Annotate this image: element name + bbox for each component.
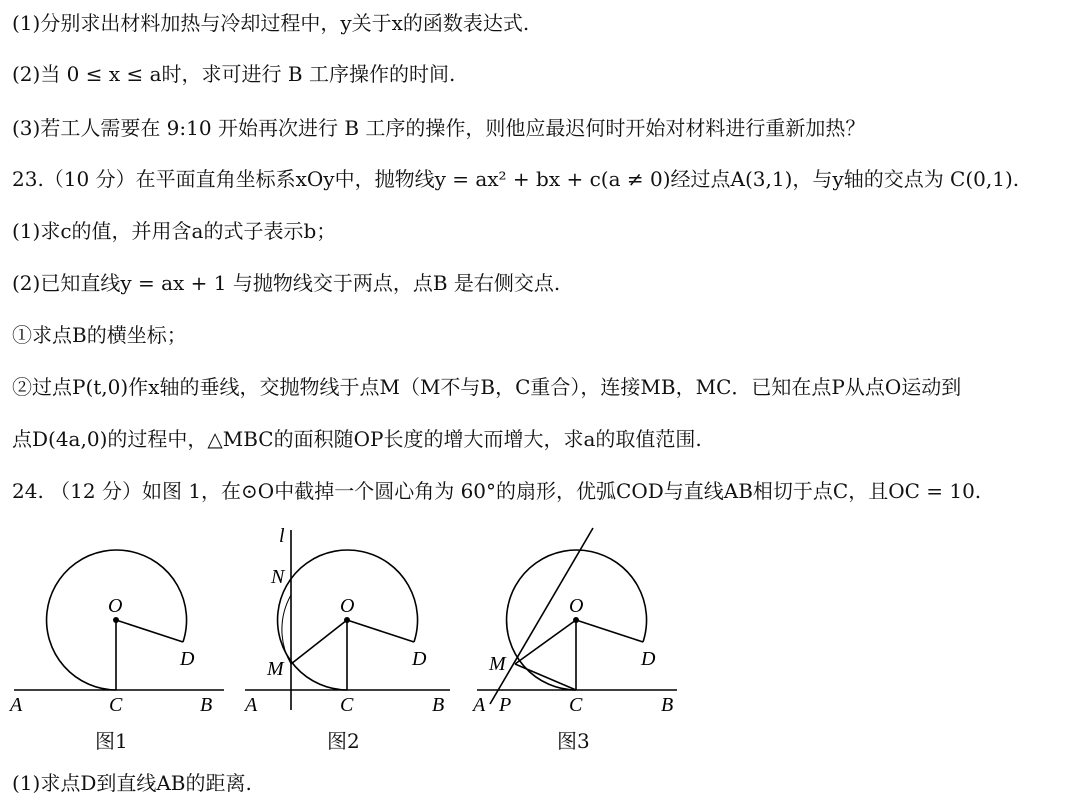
fig2-label-O: O <box>340 595 355 617</box>
fig2-label-D: D <box>412 648 427 670</box>
fig2-label-C: C <box>340 694 354 716</box>
fig1-label-D: D <box>180 648 195 670</box>
q23-part2: (2)已知直线y = ax + 1 与抛物线交于两点，点B 是右侧交点. <box>12 271 561 295</box>
figure-2-diagram <box>235 520 475 760</box>
figure-1 <box>0 520 240 760</box>
fig1-label-B: B <box>200 694 213 716</box>
q23-part2-sub1: ①求点B的横坐标； <box>12 323 187 347</box>
q24-part1: (1)求点D到直线AB的距离. <box>12 771 252 795</box>
fig2-segment-OD <box>347 620 414 642</box>
figure-1-diagram <box>0 520 240 760</box>
q23-stem: 23.（10 分）在平面直角坐标系xOy中，抛物线y = ax² + bx + c(a ≠ 0)经过点A(3,1)，与y轴的交点为 C(0,1). <box>12 167 1020 191</box>
fig3-segment-OM <box>515 620 576 664</box>
fig2-label-N: N <box>271 566 285 588</box>
fig2-center-dot <box>344 617 350 623</box>
figure-3-diagram <box>465 520 705 760</box>
q22-part2: (2)当 0 ≤ x ≤ a时，求可进行 B 工序操作的时间. <box>12 62 456 86</box>
fig3-segment-CM <box>515 664 576 690</box>
q22-part3: (3)若工人需要在 9:10 开始再次进行 B 工序的操作，则他应最迟何时开始对材料进行重新加热？ <box>12 116 866 140</box>
fig3-label-P: P <box>499 694 512 716</box>
q23-part2-sub2-cont: 点D(4a,0)的过程中，△MBC的面积随OP长度的增大而增大，求a的取值范围. <box>12 427 702 451</box>
fig3-label-C: C <box>569 694 583 716</box>
q23-part2-sub2: ②过点P(t,0)作x轴的垂线，交抛物线于点M（M不与B，C重合），连接MB，MC．已知在点P从点O运动到 <box>12 375 962 399</box>
fig3-caption: 图3 <box>557 729 590 753</box>
fig2-label-M: M <box>267 658 284 680</box>
fig1-label-A: A <box>10 694 23 716</box>
fig3-label-D: D <box>641 648 656 670</box>
q23-part1: (1)求c的值，并用含a的式子表示b； <box>12 219 337 243</box>
figure-2 <box>235 520 475 760</box>
fig2-label-A: A <box>245 694 258 716</box>
fig3-center-dot <box>573 617 579 623</box>
figure-3 <box>465 520 705 760</box>
fig3-segment-OD <box>576 620 643 642</box>
fig1-label-C: C <box>109 694 123 716</box>
fig3-label-A: A <box>473 694 486 716</box>
fig2-caption: 图2 <box>327 729 360 753</box>
q24-stem: 24. （12 分）如图 1，在⊙O中截掉一个圆心角为 60°的扇形，优弧COD与直线AB相切于点C，且OC = 10. <box>12 479 982 503</box>
fig3-label-O: O <box>569 595 584 617</box>
fig2-segment-OM <box>291 620 347 664</box>
fig3-label-M: M <box>489 653 506 675</box>
fig3-label-B: B <box>661 694 674 716</box>
fig2-label-l: l <box>279 525 285 547</box>
fig1-segment-OD <box>116 620 183 642</box>
fig2-label-B: B <box>432 694 445 716</box>
q22-part1: (1)分别求出材料加热与冷却过程中，y关于x的函数表达式. <box>12 11 530 35</box>
fig1-center-dot <box>113 617 119 623</box>
fig1-label-O: O <box>108 595 123 617</box>
fig1-caption: 图1 <box>95 729 128 753</box>
